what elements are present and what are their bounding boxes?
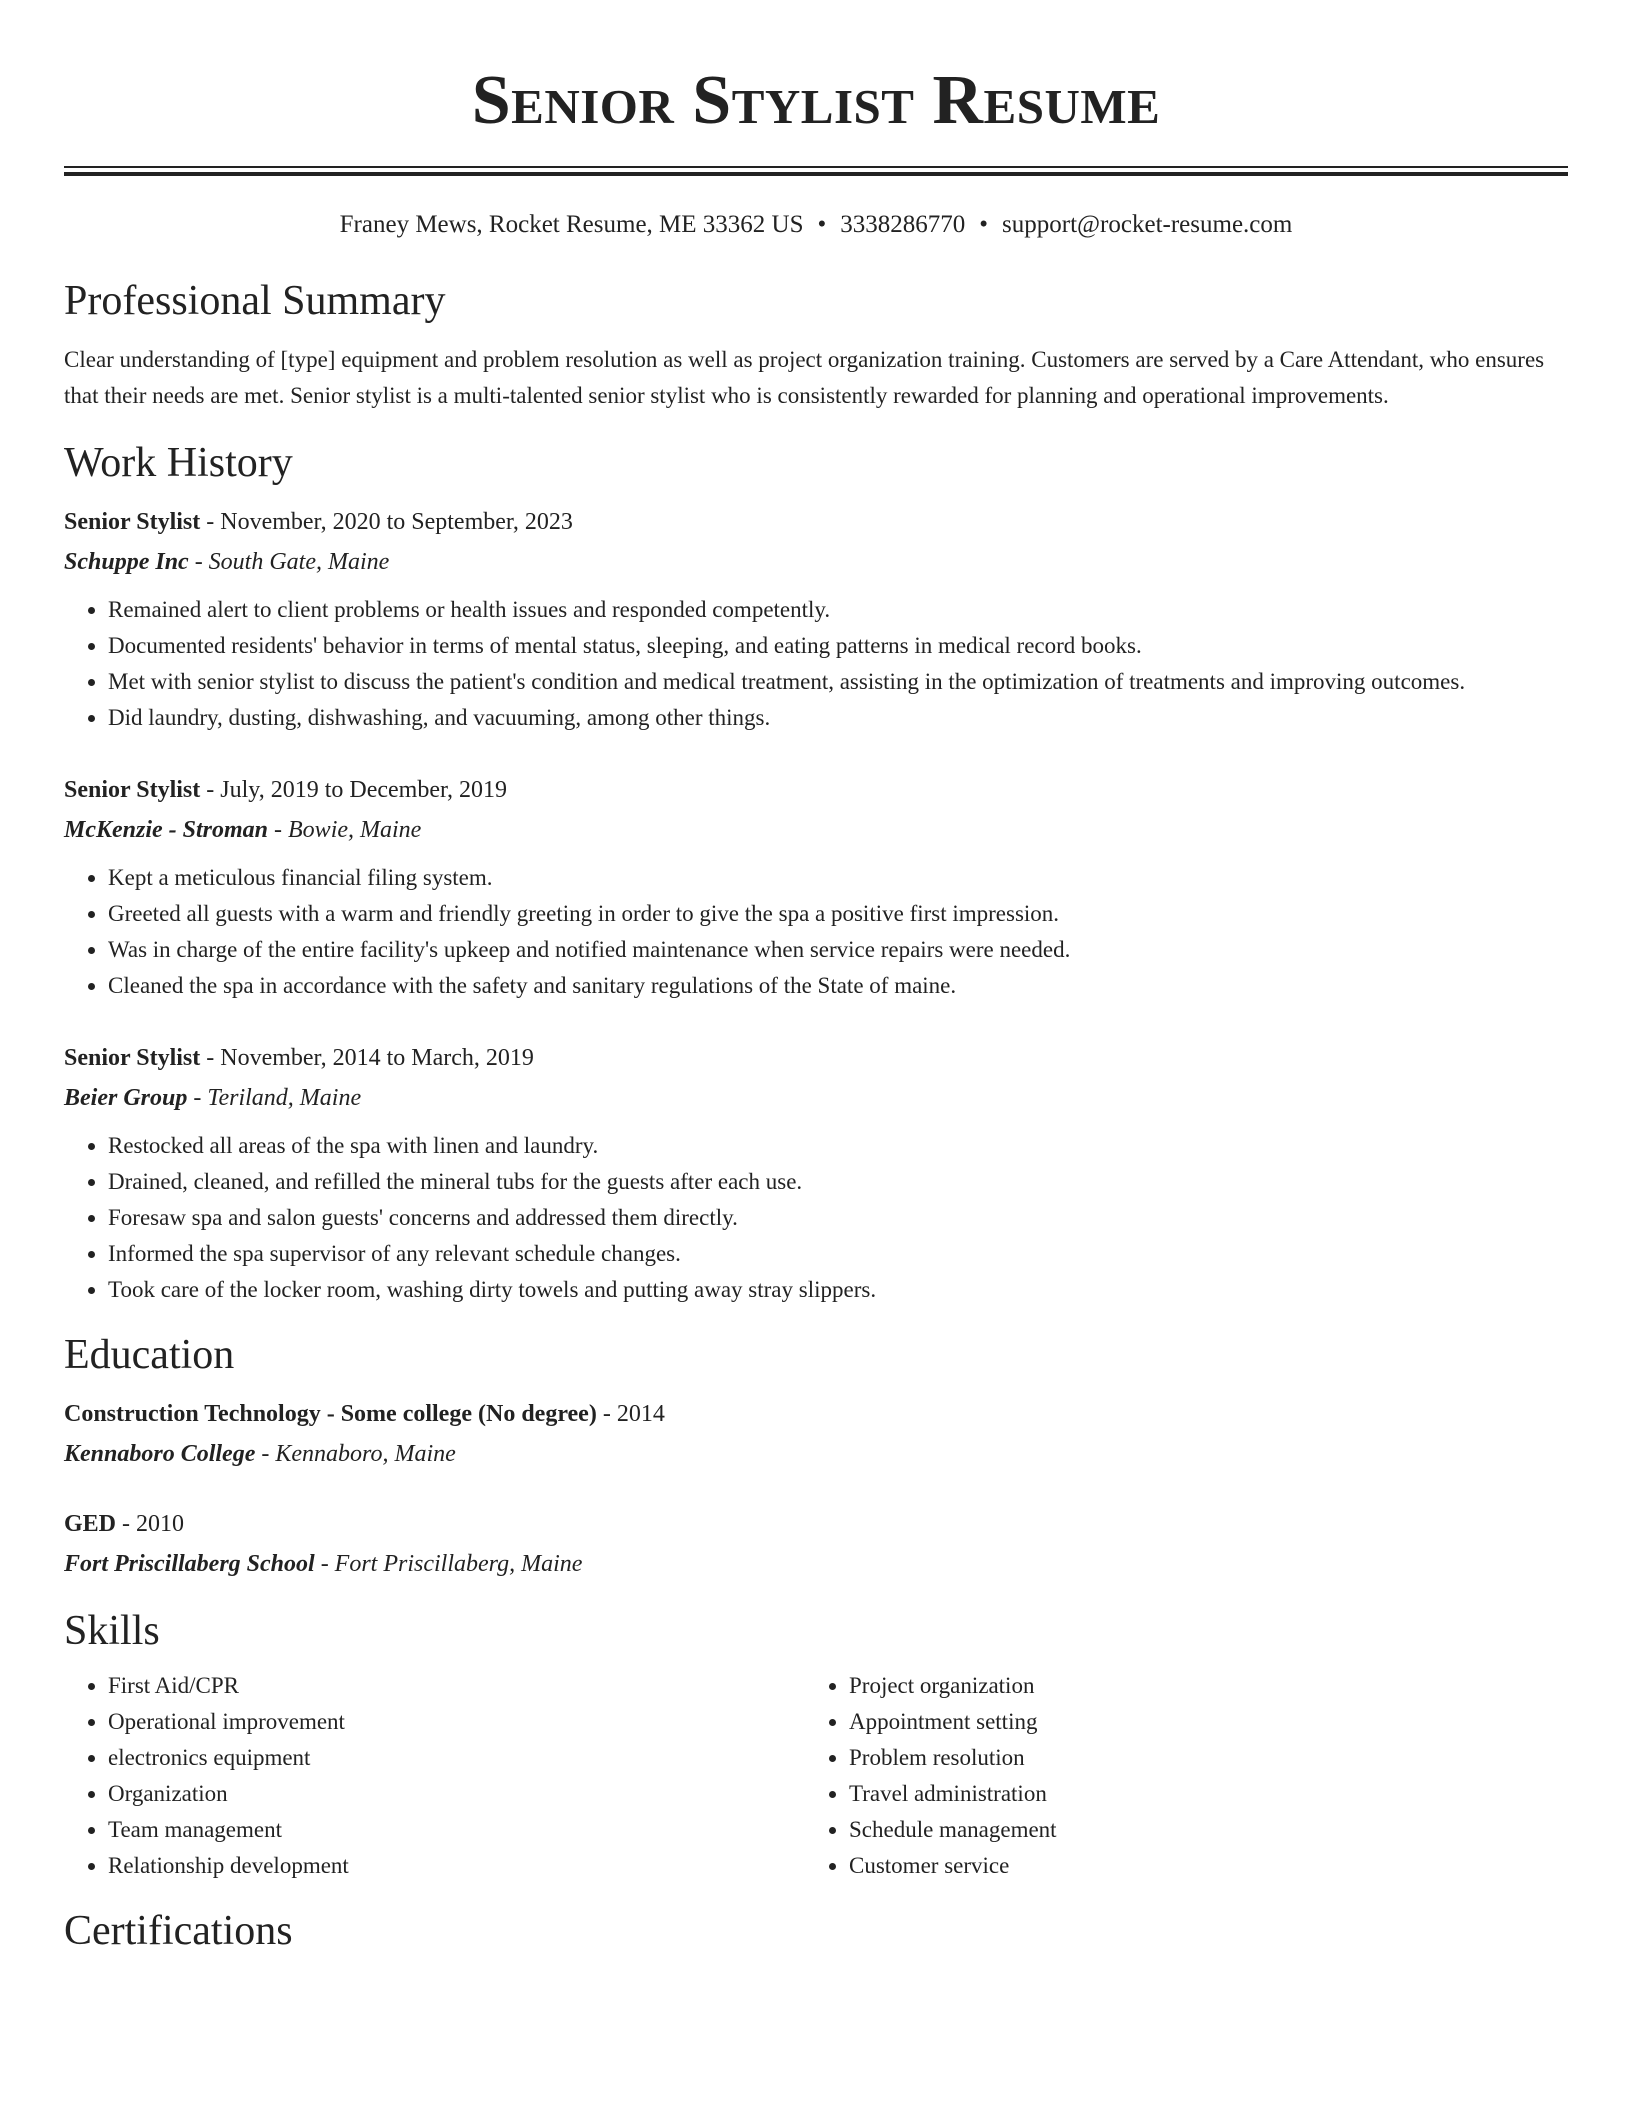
skills-heading: Skills	[64, 1608, 160, 1654]
job-duty: • Did laundry, dusting, dishwashing, and vacuuming, among other things.	[108, 700, 1568, 736]
education-entry	[64, 1394, 1568, 1474]
job-duty: • Took care of the locker room, washing dirty towels and putting away stray slippers.	[108, 1272, 1568, 1308]
job-duty: • Cleaned the spa in accordance with the safety and sanitary regulations of the State of maine.	[108, 968, 1568, 1004]
job-duty: • Drained, cleaned, and refilled the mineral tubs for the guests after each use.	[108, 1164, 1568, 1200]
job-duty: • Restocked all areas of the spa with linen and laundry.	[108, 1128, 1568, 1164]
job-duty: • Remained alert to client problems or health issues and responded competently.	[108, 592, 1568, 628]
contact-separator: •	[979, 211, 989, 238]
job-company-line	[64, 810, 1568, 850]
skills-list-right	[805, 1668, 1546, 1884]
job-duties	[64, 592, 1568, 736]
education-location: - Kennaboro, Maine	[255, 1441, 456, 1467]
skill-item: • Appointment setting	[849, 1704, 1546, 1740]
resume-title: Senior Stylist Resume	[471, 62, 1161, 139]
education-school-line	[64, 1544, 1568, 1584]
education-heading: Education	[64, 1332, 235, 1378]
contact-line	[64, 210, 1568, 240]
education-year: - 2014	[596, 1401, 665, 1427]
skill-item: • Organization	[108, 1776, 805, 1812]
skills-columns	[64, 1668, 1568, 1884]
skill-item: • Travel administration	[849, 1776, 1546, 1812]
job-dates: - July, 2019 to December, 2019	[200, 777, 507, 803]
skill-item: • First Aid/CPR	[108, 1668, 805, 1704]
contact-email: support@rocket-resume.com	[1002, 211, 1293, 238]
job-company: Beier Group	[64, 1085, 188, 1111]
title-divider	[64, 166, 1568, 176]
education-location: - Fort Priscillaberg, Maine	[314, 1551, 583, 1577]
job-location: - South Gate, Maine	[188, 549, 390, 575]
skill-item: • Operational improvement	[108, 1704, 805, 1740]
job-duties	[64, 1128, 1568, 1308]
skill-item: • Team management	[108, 1812, 805, 1848]
job-title: Senior Stylist	[64, 509, 201, 535]
work-history-heading: Work History	[64, 440, 293, 486]
education-degree: GED	[64, 1511, 117, 1537]
education-year: - 2010	[116, 1511, 185, 1537]
certifications-heading: Certifications	[64, 1908, 293, 1954]
skill-item: • Project organization	[849, 1668, 1546, 1704]
job-title: Senior Stylist	[64, 777, 201, 803]
education-degree-line	[64, 1394, 1568, 1434]
contact-phone: 3338286770	[840, 211, 966, 238]
job-duty: • Was in charge of the entire facility's upkeep and notified maintenance when service repairs were needed.	[108, 932, 1568, 968]
job-duty: • Informed the spa supervisor of any relevant schedule changes.	[108, 1236, 1568, 1272]
summary-heading: Professional Summary	[64, 278, 446, 324]
job-dates: - November, 2014 to March, 2019	[200, 1045, 534, 1071]
job-duty: • Met with senior stylist to discuss the patient's condition and medical treatment, assisting in the optimization of treatments and improving outcomes.	[108, 664, 1568, 700]
job-entry	[64, 502, 1568, 736]
summary-text: Clear understanding of [type] equipment and problem resolution as well as project organization training. Customers are served by a Care Attendant, who ensures that their needs are met. Senior stylist is a multi-talented senior stylist who is consistently rewarded for planning and operational improvements.	[64, 347, 1545, 408]
resume-page	[64, 0, 1568, 1956]
job-title-line	[64, 1038, 1568, 1078]
job-location: - Bowie, Maine	[268, 817, 422, 843]
job-title-line	[64, 502, 1568, 542]
job-company: McKenzie - Stroman	[64, 817, 269, 843]
education-degree: Construction Technology - Some college (No degree)	[64, 1401, 597, 1427]
job-location: - Teriland, Maine	[187, 1085, 362, 1111]
job-company: Schuppe Inc	[64, 549, 189, 575]
skill-item: • Problem resolution	[849, 1740, 1546, 1776]
skill-item: • Schedule management	[849, 1812, 1546, 1848]
education-school: Fort Priscillaberg School	[64, 1551, 315, 1577]
education-entry	[64, 1504, 1568, 1584]
job-duty: • Greeted all guests with a warm and friendly greeting in order to give the spa a positive first impression.	[108, 896, 1568, 932]
job-dates: - November, 2020 to September, 2023	[200, 509, 573, 535]
job-title: Senior Stylist	[64, 1045, 201, 1071]
job-company-line	[64, 542, 1568, 582]
education-degree-line	[64, 1504, 1568, 1544]
skill-item: • Relationship development	[108, 1848, 805, 1884]
job-duty: • Foresaw spa and salon guests' concerns and addressed them directly.	[108, 1200, 1568, 1236]
skill-item: • electronics equipment	[108, 1740, 805, 1776]
education-school: Kennaboro College	[64, 1441, 256, 1467]
contact-separator: •	[817, 211, 827, 238]
job-duties	[64, 860, 1568, 1004]
job-duty: • Kept a meticulous financial filing system.	[108, 860, 1568, 896]
skills-list-left	[64, 1668, 805, 1884]
job-company-line	[64, 1078, 1568, 1118]
education-school-line	[64, 1434, 1568, 1474]
job-entry	[64, 1038, 1568, 1308]
contact-address: Franey Mews, Rocket Resume, ME 33362 US	[339, 211, 804, 238]
skill-item: • Customer service	[849, 1848, 1546, 1884]
job-entry	[64, 770, 1568, 1004]
job-title-line	[64, 770, 1568, 810]
job-duty: • Documented residents' behavior in terms of mental status, sleeping, and eating patterns in medical record books.	[108, 628, 1568, 664]
